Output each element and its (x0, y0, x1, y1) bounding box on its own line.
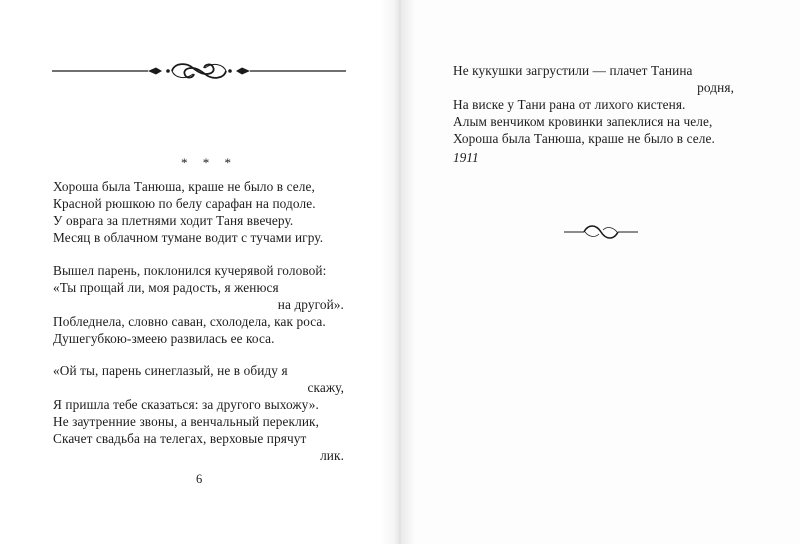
poem-line: «Ой ты, парень синеглазый, не в обиду я (53, 363, 288, 378)
poem-line-continuation: лик. (320, 448, 344, 463)
right-page (401, 0, 800, 544)
poem-line: Не заутренние звоны, а венчальный переклик, (53, 414, 320, 429)
poem-line: Душегубкою-змеею развилась ее коса. (53, 331, 275, 346)
poem-line-continuation: на другой». (277, 297, 344, 312)
gutter-shadow-right (401, 0, 415, 544)
poem-line: Вышел парень, поклонился кучерявой головой: (53, 263, 327, 278)
poem-year: 1911 (453, 150, 479, 165)
ornament-flourish-end (564, 221, 638, 243)
poem-line: У оврага за плетнями ходит Таня ввечеру. (53, 213, 294, 228)
poem-line: На виске у Тани рана от лихого кистеня. (453, 97, 686, 112)
poem-line-continuation: родня, (697, 80, 734, 95)
poem-line: Я пришла тебе сказаться: за другого выхожу». (53, 397, 319, 412)
stanza-separator: * * * (181, 155, 237, 170)
poem-line: Хороша была Танюша, краше не было в селе, (53, 179, 315, 194)
poem-line-continuation: скажу, (307, 380, 344, 395)
poem-line: Побледнела, словно саван, схолодела, как роса. (53, 314, 326, 329)
gutter-shadow-left (380, 0, 400, 544)
poem-line: Алым венчиком кровинки запеклися на челе, (453, 114, 713, 129)
poem-line: Красной рюшкою по белу сарафан на подоле. (53, 196, 316, 211)
poem-line: Хороша была Танюша, краше не было в селе. (453, 131, 715, 146)
ornament-rule-top (52, 56, 346, 86)
poem-line: «Ты прощай ли, моя радость, я женюся (53, 280, 279, 295)
poem-line: Месяц в облачном тумане водит с тучами игру. (53, 230, 324, 245)
left-page (0, 0, 399, 544)
poem-line: Скачет свадьба на телегах, верховые прячут (53, 431, 307, 446)
page-number: 6 (196, 472, 203, 486)
poem-line: Не кукушки загрустили — плачет Танина (453, 63, 693, 78)
